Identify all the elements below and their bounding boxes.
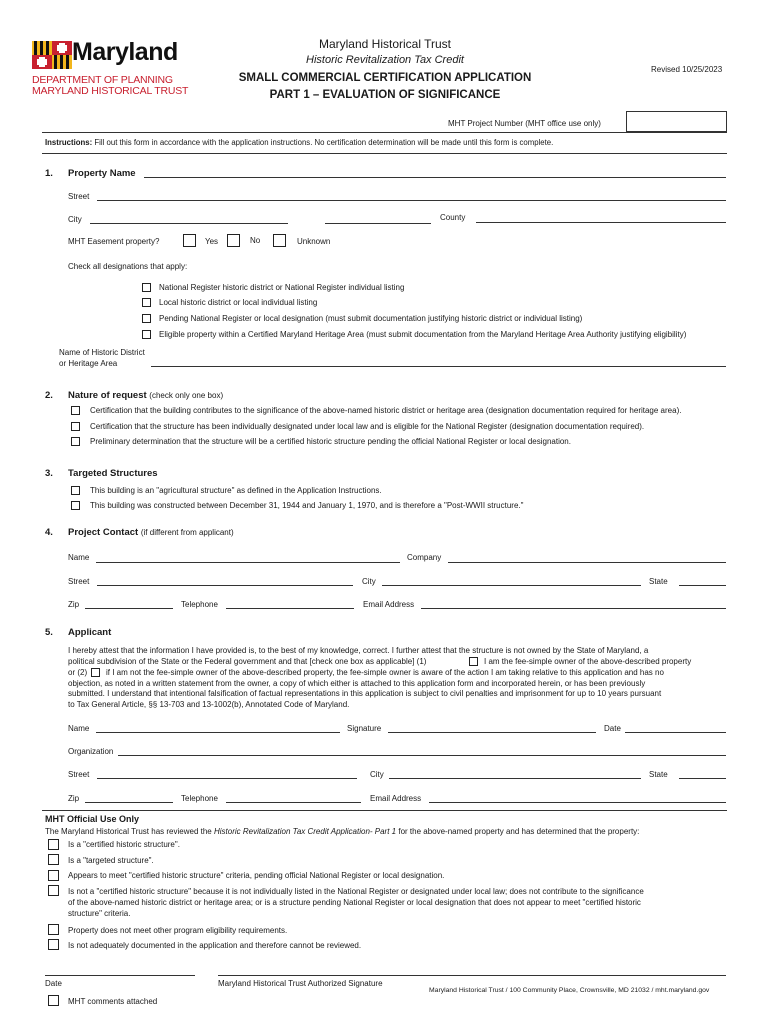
official-checkbox-3[interactable] xyxy=(48,870,59,881)
official-intro-post: for the above-named property and has determined that the property: xyxy=(396,827,640,836)
contact-state-label: State xyxy=(649,577,668,586)
applicant-city-field[interactable] xyxy=(389,778,641,779)
city-label: City xyxy=(68,215,82,224)
contact-telephone-field[interactable] xyxy=(226,608,354,609)
applicant-state-field[interactable] xyxy=(679,778,726,779)
county-label: County xyxy=(440,213,466,222)
contact-telephone-label: Telephone xyxy=(181,600,218,609)
targeted-label-1: This building is an "agricultural structure" as defined in the Application Instructions. xyxy=(90,486,382,495)
request-label-2: Certification that the structure has been individually designated under local law and is eligible for the National Register (designation documentation required). xyxy=(90,422,645,431)
designation-label-3: Pending National Register or local designation (must submit documentation justifying historic district or individual listing) xyxy=(159,314,583,323)
applicant-name-label: Name xyxy=(68,724,90,733)
official-label-4: Is not a "certified historic structure" because it is not individually listed in the National Register or designated under local law; does not contribute to the significance xyxy=(68,887,644,896)
contact-name-field[interactable] xyxy=(96,562,400,563)
section-1-number: 1. xyxy=(45,168,53,179)
section-5-number: 5. xyxy=(45,627,53,638)
applicant-date-field[interactable] xyxy=(625,732,726,733)
designation-label-1: National Register historic district or National Register individual listing xyxy=(159,283,405,292)
organization-field[interactable] xyxy=(118,755,726,756)
official-checkbox-4[interactable] xyxy=(48,885,59,896)
attest-line-5: submitted. I understand that intentional falsification of factual representations in this application is subject to civil penalties and imprisonment for up to 10 years pursuant xyxy=(68,689,662,698)
attest-line-3a: or (2) xyxy=(68,668,88,677)
request-checkbox-1[interactable] xyxy=(71,406,80,415)
contact-zip-field[interactable] xyxy=(85,608,173,609)
easement-unknown-label: Unknown xyxy=(297,237,331,246)
section-4-subtitle: (if different from applicant) xyxy=(140,528,234,537)
attest-line-1: I hereby attest that the information I have provided is, to the best of my knowledge, correct. I further attest that the structure is not owned by the State of Maryland, a xyxy=(68,646,649,655)
request-checkbox-2[interactable] xyxy=(71,422,80,431)
official-label-1: Is a "certified historic structure". xyxy=(68,840,180,849)
request-label-3: Preliminary determination that the structure will be a certified historic structure pending the official National Register or local designation. xyxy=(90,437,571,446)
section-4-title xyxy=(68,527,234,538)
district-name-field[interactable] xyxy=(151,366,726,367)
applicant-street-label: Street xyxy=(68,770,90,779)
contact-email-field[interactable] xyxy=(421,608,726,609)
applicant-email-field[interactable] xyxy=(429,802,726,803)
applicant-zip-label: Zip xyxy=(68,794,80,803)
designations-intro: Check all designations that apply: xyxy=(68,262,188,271)
official-intro-pre: The Maryland Historical Trust has reviewed the xyxy=(45,827,214,836)
attest-line-2b: I am the fee-simple owner of the above-described property xyxy=(484,657,692,666)
section-4-number: 4. xyxy=(45,527,53,538)
contact-city-field[interactable] xyxy=(382,585,641,586)
maryland-logo xyxy=(32,40,192,96)
targeted-checkbox-2[interactable] xyxy=(71,501,80,510)
district-label-line-1: Name of Historic District xyxy=(59,348,145,357)
official-label-3: Appears to meet "certified historic structure" criteria, pending official National Register or local designation. xyxy=(68,871,445,880)
official-checkbox-1[interactable] xyxy=(48,839,59,850)
section-2-title xyxy=(68,390,223,401)
designation-label-2: Local historic district or local individual listing xyxy=(159,298,318,307)
official-date-label: Date xyxy=(45,979,62,988)
applicant-signature-field[interactable] xyxy=(388,732,596,733)
street-label: Street xyxy=(68,192,90,201)
instructions xyxy=(45,138,553,147)
attest-line-4: objection, as noted in a written statement from the owner, a copy of which either is attached to this application form and incorporated herein, or has been previously xyxy=(68,679,646,688)
section-5-title: Applicant xyxy=(68,627,112,638)
designation-checkbox-3[interactable] xyxy=(142,314,151,323)
footer-address: Maryland Historical Trust / 100 Community Place, Crownsville, MD 21032 / mht.maryland.gov xyxy=(429,987,710,994)
applicant-date-label: Date xyxy=(604,724,621,733)
maryland-flag-icon xyxy=(32,41,72,69)
non-owner-checkbox[interactable] xyxy=(91,668,100,677)
attest-line-3b: if I am not the fee-simple owner of the above-described property, the fee-simple owner is aware of the action I am taking relative to this application and has no xyxy=(106,668,664,677)
official-signature-label: Maryland Historical Trust Authorized Signature xyxy=(218,979,383,988)
applicant-signature-label: Signature xyxy=(347,724,382,733)
easement-no-checkbox[interactable] xyxy=(227,234,240,247)
official-checkbox-2[interactable] xyxy=(48,854,59,865)
official-signature-field[interactable] xyxy=(218,975,726,976)
header-divider xyxy=(42,132,727,133)
logo-dept-line-2: MARYLAND HISTORICAL TRUST xyxy=(32,85,189,97)
county-field[interactable] xyxy=(476,222,726,223)
section-3-title: Targeted Structures xyxy=(68,468,158,479)
official-intro xyxy=(45,827,639,836)
instructions-text: Fill out this form in accordance with the application instructions. No certification determination will be made until this form is complete. xyxy=(94,138,554,147)
city-field-2[interactable] xyxy=(325,223,431,224)
instructions-divider xyxy=(42,153,727,154)
contact-street-label: Street xyxy=(68,577,90,586)
header-org: Maryland Historical Trust xyxy=(318,37,452,51)
official-label-6: Is not adequately documented in the application and therefore cannot be reviewed. xyxy=(68,941,362,950)
request-label-1: Certification that the building contributes to the significance of the above-named historic district or heritage area (designation documentation required for heritage area). xyxy=(90,406,682,415)
revised-date: Revised 10/25/2023 xyxy=(651,65,723,74)
official-checkbox-5[interactable] xyxy=(48,924,59,935)
contact-company-label: Company xyxy=(407,553,442,562)
easement-question: MHT Easement property? xyxy=(68,237,160,246)
logo-dept-line-1: DEPARTMENT OF PLANNING xyxy=(32,74,173,86)
district-label-line-2: or Heritage Area xyxy=(59,359,118,368)
contact-name-label: Name xyxy=(68,553,90,562)
request-checkbox-3[interactable] xyxy=(71,437,80,446)
contact-email-label: Email Address xyxy=(363,600,415,609)
official-label-4-line-3: structure" criteria. xyxy=(68,909,131,918)
section-2-subtitle: (check only one box) xyxy=(149,391,224,400)
official-checkbox-6[interactable] xyxy=(48,939,59,950)
easement-yes-label: Yes xyxy=(205,237,219,246)
contact-state-field[interactable] xyxy=(679,585,726,586)
attest-line-6: to Tax General Article, §§ 13-703 and 13-1002(b), Annotated Code of Maryland. xyxy=(68,700,350,709)
comments-checkbox[interactable] xyxy=(48,995,59,1006)
contact-street-field[interactable] xyxy=(97,585,353,586)
comments-label: MHT comments attached xyxy=(68,997,158,1006)
header-title-line-1: SMALL COMMERCIAL CERTIFICATION APPLICATION xyxy=(238,72,532,84)
instructions-label: Instructions: xyxy=(45,138,93,147)
official-title: MHT Official Use Only xyxy=(45,814,140,824)
project-number-label: MHT Project Number (MHT office use only) xyxy=(448,119,601,128)
owner-checkbox[interactable] xyxy=(469,657,478,666)
section-3-number: 3. xyxy=(45,468,53,479)
section-2-title-text: Nature of request xyxy=(68,390,147,401)
targeted-checkbox-1[interactable] xyxy=(71,486,80,495)
contact-city-label: City xyxy=(362,577,376,586)
header-title-line-2: PART 1 – EVALUATION OF SIGNIFICANCE xyxy=(269,89,501,101)
designation-label-4: Eligible property within a Certified Maryland Heritage Area (must submit documentation from the Maryland Heritage Area Authority justifying eligibility) xyxy=(159,330,687,339)
organization-label: Organization xyxy=(68,747,114,756)
applicant-name-field[interactable] xyxy=(96,732,340,733)
city-field[interactable] xyxy=(90,223,288,224)
official-date-field[interactable] xyxy=(45,975,195,976)
applicant-zip-field[interactable] xyxy=(85,802,173,803)
easement-unknown-checkbox[interactable] xyxy=(273,234,286,247)
attest-line-2a: political subdivision of the State or the Federal government and that [check one box as applicable] (1) xyxy=(68,657,427,666)
designation-checkbox-1[interactable] xyxy=(142,283,151,292)
official-label-5: Property does not meet other program eligibility requirements. xyxy=(68,926,288,935)
applicant-state-label: State xyxy=(649,770,668,779)
official-intro-italic: Historic Revitalization Tax Credit Application- Part 1 xyxy=(213,827,397,836)
designation-checkbox-4[interactable] xyxy=(142,330,151,339)
easement-yes-checkbox[interactable] xyxy=(183,234,196,247)
official-label-4-line-2: of the above-named historic district or heritage area; or is a structure pending National Register or local designation that does not appear to meet "certified historic xyxy=(68,898,641,907)
contact-company-field[interactable] xyxy=(448,562,726,563)
official-label-2: Is a "targeted structure". xyxy=(68,856,154,865)
section-2-number: 2. xyxy=(45,390,53,401)
section-4-title-text: Project Contact xyxy=(68,527,139,538)
applicant-city-label: City xyxy=(370,770,384,779)
street-field[interactable] xyxy=(97,200,726,201)
official-divider xyxy=(42,810,727,811)
targeted-label-2: This building was constructed between December 31, 1944 and January 1, 1970, and is therefore a "Post-WWII structure." xyxy=(90,501,524,510)
header-program: Historic Revitalization Tax Credit xyxy=(306,54,464,66)
easement-no-label: No xyxy=(250,236,261,245)
designation-checkbox-2[interactable] xyxy=(142,298,151,307)
logo-wordmark: Maryland xyxy=(72,38,178,66)
project-number-box[interactable] xyxy=(626,111,727,132)
applicant-telephone-label: Telephone xyxy=(181,794,218,803)
property-name-field[interactable] xyxy=(144,177,726,178)
applicant-email-label: Email Address xyxy=(370,794,422,803)
applicant-street-field[interactable] xyxy=(97,778,357,779)
applicant-telephone-field[interactable] xyxy=(226,802,361,803)
contact-zip-label: Zip xyxy=(68,600,80,609)
section-1-title: Property Name xyxy=(68,168,136,179)
